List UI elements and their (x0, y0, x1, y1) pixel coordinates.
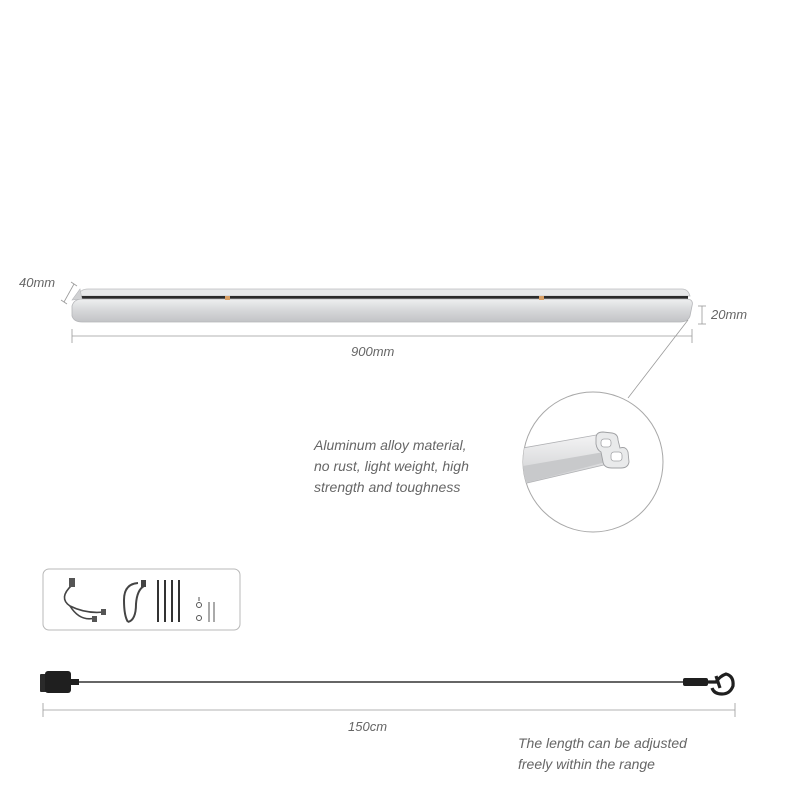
light-slot (80, 296, 688, 299)
cable-dimension-line (43, 703, 735, 717)
height-dimension-label: 40mm (19, 275, 56, 290)
accessories-box (43, 569, 240, 630)
hook-icon (708, 674, 733, 694)
led-dot (225, 296, 230, 300)
material-callout-line2: no rust, light weight, high (314, 458, 469, 474)
profile-magnifier (500, 392, 663, 532)
led-dot (539, 296, 544, 300)
material-callout (314, 435, 469, 498)
adjust-callout (518, 733, 687, 775)
hanging-wire (40, 671, 733, 694)
light-bar (72, 289, 692, 322)
length-dimension-label: 900mm (351, 344, 395, 359)
material-callout-line3: strength and toughness (314, 479, 461, 495)
material-callout-line1: Aluminum alloy material, (314, 437, 467, 453)
cable-length-label: 150cm (348, 719, 388, 734)
adjust-callout-line2: freely within the range (518, 756, 655, 772)
depth-dimension-label: 20mm (711, 307, 748, 322)
adjust-callout-line1: The length can be adjusted (518, 735, 687, 751)
